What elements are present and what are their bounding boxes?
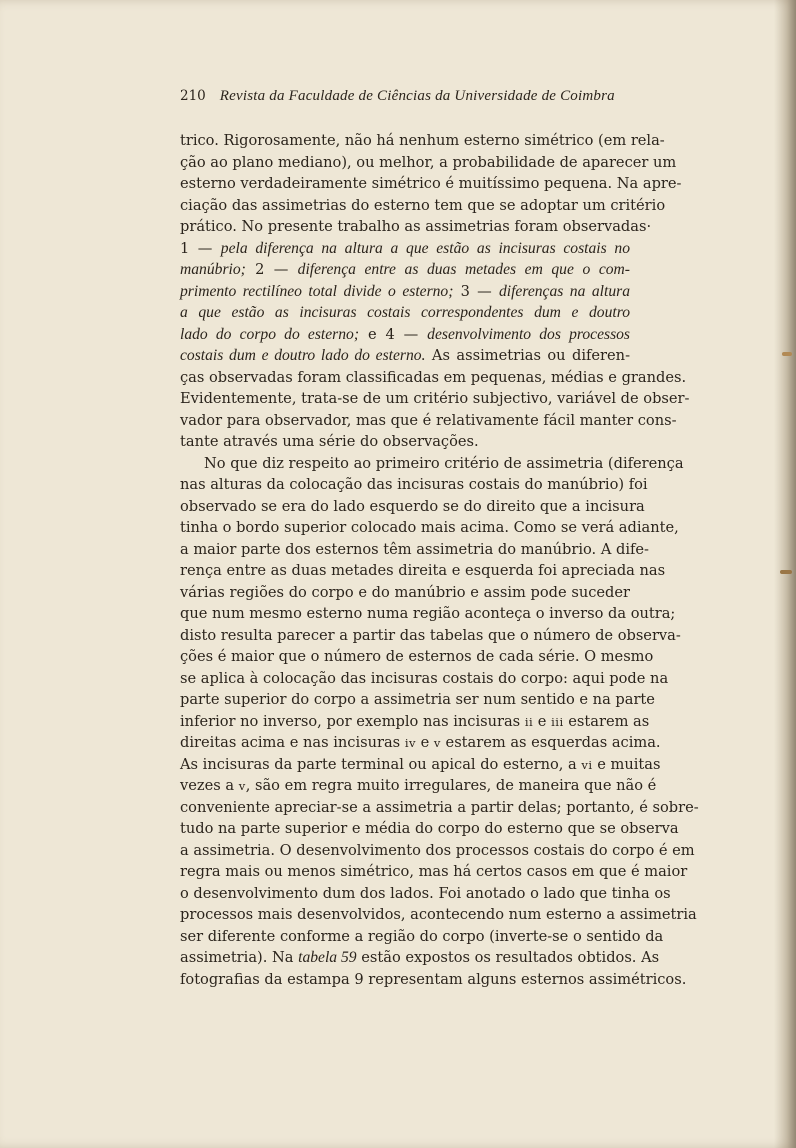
text-line: [180, 947, 660, 969]
text-segment: assimetria). Na: [180, 949, 299, 966]
text-line: [180, 775, 657, 797]
text-line: [180, 926, 664, 948]
text-segment: 2 —: [245, 261, 298, 278]
italic-text: tabela 59: [298, 949, 357, 966]
text-line: [180, 818, 679, 840]
text-line: [180, 474, 648, 496]
page-spine-shadow: [774, 0, 796, 1148]
text-segment: vador para observador, mas que é relativamente fácil manter cons-: [180, 411, 677, 429]
text-segment: ções é maior que o número de esternos de cada série. O mesmo: [180, 648, 654, 665]
text-segment: estão expostos os resultados obtidos. As: [356, 949, 660, 966]
text-segment: , são em regra muito irregulares, de maneira que não é: [245, 777, 657, 794]
text-segment: ciação das assimetrias do esterno tem que se adoptar um critério: [180, 196, 666, 214]
page-number: 210: [180, 88, 206, 104]
text-line: [180, 689, 655, 711]
italic-text: diferenças na altura: [498, 282, 630, 300]
text-line: [180, 560, 666, 582]
roman-numeral: vi: [581, 757, 593, 772]
text-segment: e muitas: [592, 755, 661, 773]
text-line: [180, 904, 697, 926]
text-line: [180, 539, 649, 561]
text-segment: vezes a: [180, 777, 239, 794]
italic-text: manúbrio;: [180, 261, 246, 278]
text-segment: direitas acima e nas incisuras: [180, 734, 405, 751]
text-segment: se aplica à colocação das incisuras costais do corpo: aqui pode na: [180, 669, 669, 687]
text-segment: tinha o bordo superior colocado mais acima. Como se verá adiante,: [180, 519, 679, 536]
text-segment: ças observadas foram classificadas em pequenas, médias e grandes.: [180, 368, 687, 386]
text-segment: que num mesmo esterno numa região aconteça o inverso da outra;: [180, 605, 676, 622]
running-head: [180, 88, 640, 105]
text-line: [180, 345, 630, 367]
text-line: [180, 840, 695, 862]
text-line: [180, 324, 630, 346]
text-segment: rença entre as duas metades direita e esquerda foi apreciada nas: [180, 562, 666, 579]
text-segment: esterno verdadeiramente simétrico é muitíssimo pequena. Na apre-: [180, 175, 682, 192]
text-segment: o desenvolvimento dum dos lados. Foi anotado o lado que tinha os: [180, 884, 671, 902]
italic-text: pela diferença na altura a que estão as incisuras costais no: [220, 239, 630, 257]
text-segment: ção ao plano mediano), ou melhor, a probabilidade de aparecer um: [180, 153, 677, 171]
italic-text: costais dum e doutro lado do esterno.: [180, 347, 426, 364]
journal-title: Revista da Faculdade de Ciências da Universidade de Coimbra: [219, 88, 615, 104]
text-segment: nas alturas da colocação das incisuras costais do manúbrio) foi: [180, 476, 648, 493]
text-segment: estarem as esquerdas acima.: [440, 734, 661, 751]
text-line: [180, 453, 684, 475]
text-segment: fotografias da estampa 9 representam alguns esternos assimétricos.: [180, 970, 687, 988]
text-segment: processos mais desenvolvidos, acontecendo num esterno a assimetria: [180, 906, 697, 923]
text-segment: e: [533, 712, 552, 730]
text-line: [180, 388, 690, 410]
text-segment: prático. No presente trabalho as assimetrias foram observadas·: [180, 218, 652, 235]
text-line: [180, 496, 645, 518]
text-line: [180, 130, 665, 152]
text-segment: tante através uma série do observações.: [180, 433, 479, 450]
text-segment: observado se era do lado esquerdo se do direito que a incisura: [180, 497, 645, 515]
text-segment: regra mais ou menos simétrico, mas há certos casos em que é maior: [180, 863, 688, 880]
text-line: [180, 625, 681, 647]
text-line: [180, 410, 677, 432]
roman-numeral: iv: [404, 736, 416, 750]
text-line: [180, 883, 671, 905]
text-segment: No que diz respeito ao primeiro critério de assimetria (diferença: [204, 454, 684, 472]
text-segment: várias regiões do corpo e do manúbrio e assim pode suceder: [180, 583, 630, 601]
text-line: [180, 517, 679, 539]
italic-text: desenvolvimento dos processos: [427, 325, 631, 343]
text-line: [180, 281, 630, 303]
text-line: [180, 367, 687, 389]
text-segment: 3 —: [453, 282, 499, 300]
text-line: [180, 195, 666, 217]
text-segment: tudo na parte superior e média do corpo do esterno que se observa: [180, 820, 679, 837]
text-line: [180, 152, 677, 174]
text-line: [180, 646, 654, 668]
text-line: [180, 668, 669, 690]
text-line: [180, 173, 682, 195]
text-segment: inferior no inverso, por exemplo nas incisuras: [180, 712, 525, 730]
text-segment: a maior parte dos esternos têm assimetria do manúbrio. A dife-: [180, 540, 649, 558]
text-line: [180, 431, 630, 453]
roman-numeral: v: [238, 779, 246, 793]
text-segment: As incisuras da parte terminal ou apical do esterno, a: [180, 755, 582, 773]
body-text: [180, 130, 699, 990]
text-line: [180, 238, 630, 260]
roman-numeral: iii: [551, 714, 564, 729]
text-line: [180, 582, 630, 604]
italic-text: a que estão as incisuras costais correspondentes dum e doutro: [180, 304, 630, 321]
text-segment: estarem as: [563, 712, 650, 730]
italic-text: diferença entre as duas metades em que o com-: [297, 261, 630, 278]
text-segment: conveniente apreciar-se a assimetria a partir delas; portanto, é sobre-: [180, 798, 699, 816]
margin-mark: [782, 352, 792, 356]
text-line: [180, 797, 699, 819]
italic-text: lado do corpo do esterno;: [180, 325, 360, 343]
text-line: [180, 302, 630, 324]
text-line: [180, 861, 688, 883]
italic-text: primento rectilíneo total divide o esterno;: [180, 282, 454, 300]
text-segment: a assimetria. O desenvolvimento dos processos costais do corpo é em: [180, 841, 695, 859]
text-line: [180, 259, 630, 281]
text-line: [180, 711, 650, 733]
text-segment: parte superior do corpo a assimetria ser num sentido e na parte: [180, 691, 655, 708]
text-line: [180, 216, 652, 238]
margin-mark: [780, 570, 792, 574]
text-line: [180, 603, 676, 625]
roman-numeral: ii: [524, 714, 534, 729]
text-segment: Evidentemente, trata-se de um critério subjectivo, variável de obser-: [180, 390, 690, 407]
roman-numeral: v: [433, 736, 441, 750]
text-line: [180, 732, 661, 754]
text-segment: e: [416, 734, 434, 751]
text-line: [180, 754, 661, 776]
text-segment: As assimetrias ou diferen-: [425, 347, 631, 364]
text-segment: disto resulta parecer a partir das tabelas que o número de observa-: [180, 626, 681, 644]
text-segment: e 4 —: [359, 325, 428, 343]
text-line: [180, 969, 687, 991]
text-segment: trico. Rigorosamente, não há nenhum esterno simétrico (em rela-: [180, 132, 665, 149]
text-segment: 1 —: [180, 239, 221, 257]
text-segment: ser diferente conforme a região do corpo (inverte-se o sentido da: [180, 927, 664, 945]
